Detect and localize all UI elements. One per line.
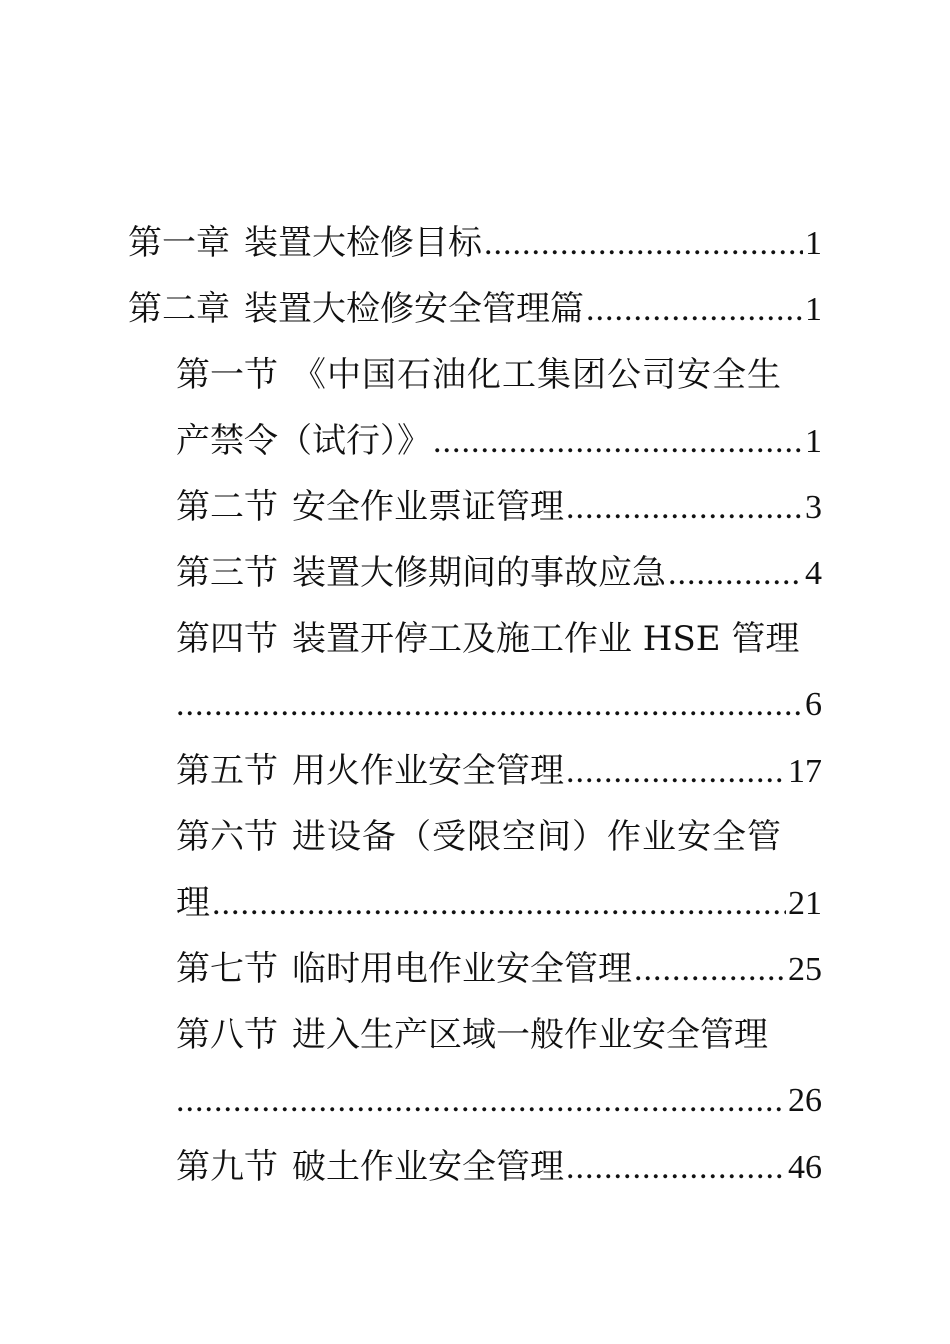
toc-entry-section-9[interactable]: [176, 1134, 822, 1200]
section-title-line-1: 进设备（受限空间）作业安全管: [292, 817, 782, 857]
dot-leader: [634, 937, 786, 1003]
dot-leader: [176, 1068, 786, 1134]
section-title-line-2: 理: [176, 883, 210, 923]
toc-entry-chapter-2[interactable]: [128, 276, 822, 342]
dot-leader: [566, 1135, 786, 1201]
page-number: 26: [788, 1082, 822, 1119]
toc-entry-title: [176, 540, 666, 606]
dot-leader: [212, 871, 786, 937]
toc-entry-section-6-line-2[interactable]: [176, 870, 822, 936]
toc-entry-section-6-line-1[interactable]: [176, 804, 822, 870]
toc-entry-chapter-1[interactable]: [128, 210, 822, 276]
section-number: 第七节: [176, 949, 278, 989]
toc-entry-section-7[interactable]: [176, 936, 822, 1002]
section-number: 第六节: [176, 817, 278, 857]
dot-leader: [668, 541, 803, 607]
section-title-line-1: 装置开停工及施工作业 HSE 管理: [292, 619, 800, 659]
page-number: 21: [788, 885, 822, 922]
page-number: 1: [805, 291, 822, 328]
toc-entry-section-8-line-2[interactable]: [176, 1068, 822, 1134]
section-number: 第五节: [176, 751, 278, 791]
section-title: 装置大修期间的事故应急: [292, 553, 666, 593]
page-number: 46: [788, 1149, 822, 1186]
toc-entry-section-1-line-1[interactable]: [176, 342, 822, 408]
toc-entry-title: [176, 936, 632, 1002]
dot-leader: [433, 409, 803, 475]
section-number: 第三节: [176, 553, 278, 593]
toc-entry-section-4-line-1[interactable]: [176, 606, 822, 672]
chapter-number: 第二章: [128, 289, 230, 329]
section-title: 安全作业票证管理: [292, 487, 564, 527]
page-number: 3: [805, 489, 822, 526]
dot-leader: [484, 211, 803, 277]
toc-entry-title: [176, 1134, 564, 1200]
chapter-title: 装置大检修目标: [244, 223, 482, 263]
section-number: 第二节: [176, 487, 278, 527]
section-number: 第一节: [176, 355, 278, 395]
page-number: 6: [805, 686, 822, 723]
page-number: 4: [805, 555, 822, 592]
toc-entry-title: [128, 276, 584, 342]
section-number: 第四节: [176, 619, 278, 659]
toc-entry-title: [128, 210, 482, 276]
page-number: 1: [805, 423, 822, 460]
section-title: 临时用电作业安全管理: [292, 949, 632, 989]
section-title: 用火作业安全管理: [292, 751, 564, 791]
section-title: 破土作业安全管理: [292, 1147, 564, 1187]
toc-entry-section-3[interactable]: [176, 540, 822, 606]
toc-entry-section-5[interactable]: [176, 738, 822, 804]
toc-entry-section-8-line-1[interactable]: [176, 1002, 822, 1068]
chapter-title: 装置大检修安全管理篇: [244, 289, 584, 329]
toc-entry-title: [176, 738, 564, 804]
dot-leader: [586, 277, 803, 343]
page-number: 17: [788, 753, 822, 790]
page-number: 1: [805, 225, 822, 262]
dot-leader: [566, 739, 786, 805]
section-title-line-1: 进入生产区域一般作业安全管理: [292, 1015, 768, 1055]
section-number: 第八节: [176, 1015, 278, 1055]
page-number: 25: [788, 951, 822, 988]
toc-entry-title: [176, 474, 564, 540]
chapter-number: 第一章: [128, 223, 230, 263]
dot-leader: [566, 475, 803, 541]
toc-entry-section-1-line-2[interactable]: [176, 408, 822, 474]
section-title-line-2: 产禁令（试行）》: [176, 421, 431, 461]
toc-entry-section-4-line-2[interactable]: [176, 672, 822, 738]
section-number: 第九节: [176, 1147, 278, 1187]
dot-leader: [176, 672, 803, 738]
toc-entry-section-2[interactable]: [176, 474, 822, 540]
section-title-line-1: 《中国石油化工集团公司安全生: [292, 355, 782, 395]
